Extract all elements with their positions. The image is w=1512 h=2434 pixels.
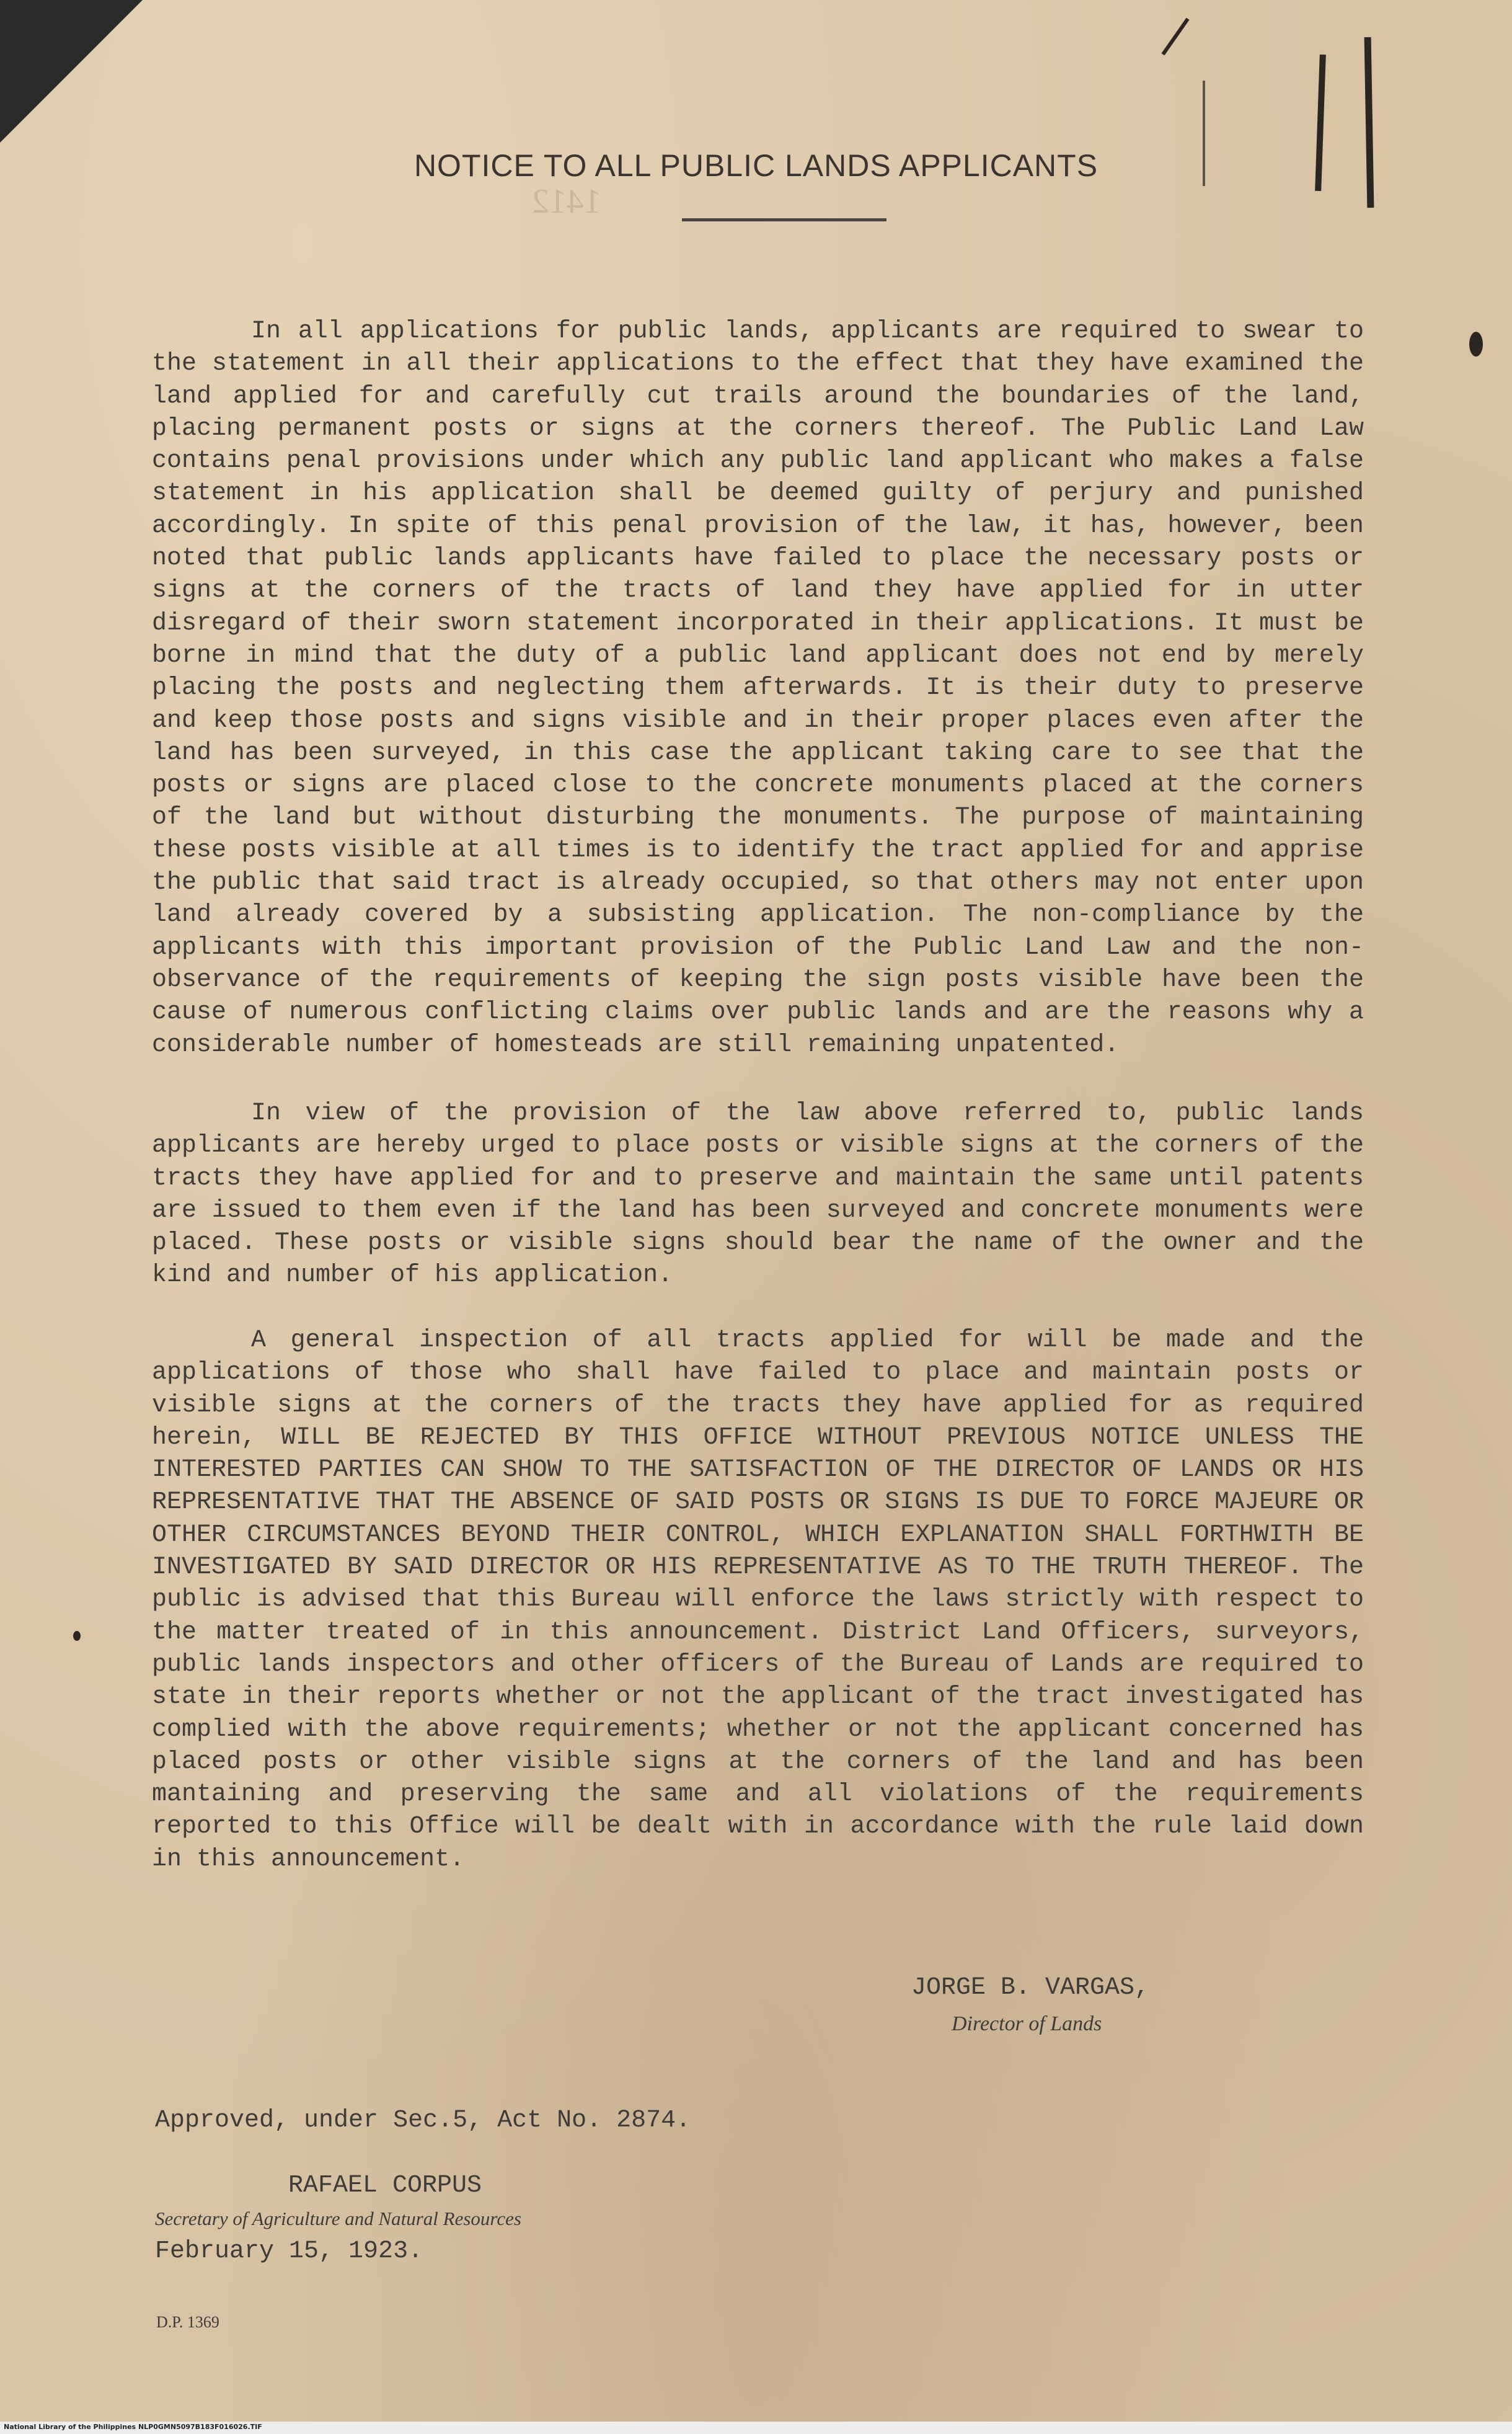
bleed-through-stamp: 1412 (532, 182, 601, 221)
approval-line: Approved, under Sec.5, Act No. 2874. (155, 2107, 691, 2134)
folded-corner (0, 0, 143, 143)
paragraph-2: In view of the provision of the law above referred to, public lands applicants are hereby urged to place posts or visible signs at the corners of the tracts they have applied for and to preserve and maintain the same until patents are issued to them even if the land has been surveyed and concrete monuments were placed. These posts or visible signs should bear the name of the owner and the kind and number of his application. (152, 1099, 1364, 1290)
signatory-title: Director of Lands (952, 2012, 1102, 2035)
signatory-name: JORGE B. VARGAS, (911, 1974, 1150, 2002)
ink-spot (1469, 332, 1483, 357)
paragraph-1: In all applications for public lands, applicants are required to swear to the statement in all their applications to the effect that they have examined the land applied for and carefully cut trails around the boundaries of the land, placing permanent posts or signs at the corners thereof. The Public Land Law contains penal provisions under which any public land applicant who makes a false statement in his application shall be deemed guilty of perjury and punished accordingly. In spite of this penal provision of the law, it has, however, been noted that public lands applicants have failed to place the necessary posts or signs at the corners of the tracts of land they have applied for in utter disregard of their sworn statement incorporated in their applications. It must be borne in mind that the duty of a public land applicant does not end by merely placing the posts and neglecting them afterwards. It is their duty to preserve and keep those posts and signs visible and in their proper places even after the land has been surveyed, in this case the applicant taking care to see that the posts or signs are placed close to the concrete monuments placed at the corners of the land but without disturbing the monuments. The purpose of maintaining these posts visible at all times is to identify the tract applied for and apprise the public that said tract is already occupied, so that others may not enter upon land already covered by a subsisting application. The non-compliance by the applicants with this important provision of the Public Land Law and the non-observance of the requirements of keeping the sign posts visible have been the cause of numerous conflicting claims over public lands and are the reasons why a considerable number of homesteads are still remaining unpatented. (152, 318, 1364, 1059)
ink-spot (73, 1631, 81, 1641)
title-underline (682, 218, 886, 221)
paragraph-3: A general inspection of all tracts applied for will be made and the applications of those who shall have failed to place and maintain posts or visible signs at the corners of the tracts they have applied for as required herein, WILL BE REJECTED BY THIS OFFICE WITHOUT PREVIOUS NOTICE UNLESS THE INTERESTED PARTIES CAN SHOW TO THE SATISFACTION OF THE DIRECTOR OF LANDS OR HIS REPRESENTATIVE THAT THE ABSENCE OF SAID POSTS OR SIGNS IS DUE TO FORCE MAJEURE OR OTHER CIRCUMSTANCES BEYOND THEIR CONTROL, WHICH EXPLANATION SHALL FORTHWITH BE INVESTIGATED BY SAID DIRECTOR OR HIS REPRESENTATIVE AS TO THE TRUTH THEREOF. The public is advised that this Bureau will enforce the laws strictly with respect to the matter treated of in this announcement. District Land Officers, surveyors, public lands inspectors and other officers of the Bureau of Lands are required to state in their reports whether or not the applicant of the tract investigated has complied with the above requirements; whether or not the applicant concerned has placed posts or other visible signs at the corners of the land and has been mantaining and preserving the same and all violations of the requirements reported to this Office will be dealt with in accordance with the rule laid down in this announcement. (152, 1326, 1364, 1873)
form-number: D.P. 1369 (156, 2313, 219, 2331)
approver-name: RAFAEL CORPUS (288, 2172, 482, 2200)
approval-date: February 15, 1923. (155, 2237, 423, 2265)
ink-mark (1161, 18, 1189, 56)
approver-title: Secretary of Agriculture and Natural Resources (155, 2208, 521, 2229)
document-title: NOTICE TO ALL PUBLIC LANDS APPLICANTS (413, 148, 1099, 183)
scan-footer-text: National Library of the Philippines NLP0GMN5097B183F016026.TIF (4, 2423, 262, 2431)
